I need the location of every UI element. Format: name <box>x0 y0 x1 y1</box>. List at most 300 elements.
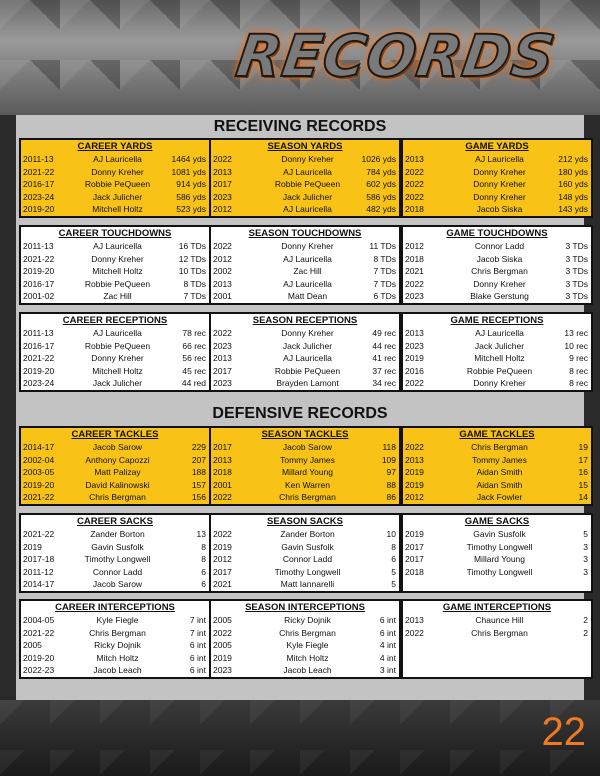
record-player: Tommy James <box>472 454 527 465</box>
record-player: Ricky Dojnik <box>284 615 331 625</box>
record-player: Brayden Lamont <box>276 378 339 389</box>
record-year: 2013 <box>405 154 424 164</box>
record-value: 11 TDs <box>369 241 396 251</box>
record-year: 2012 <box>405 241 424 251</box>
record-row <box>21 290 209 303</box>
game-tackles-box <box>401 426 593 506</box>
record-value: 8 <box>201 554 206 565</box>
record-year: 2019 <box>405 529 424 539</box>
record-value: 212 yds <box>558 154 588 164</box>
record-row <box>21 652 209 665</box>
record-player: Jacob Siska <box>476 204 523 215</box>
box-title: SEASON TACKLES <box>261 429 349 440</box>
record-row <box>21 327 209 340</box>
record-value: 13 <box>196 529 206 539</box>
box-title: CAREER SACKS <box>76 516 153 527</box>
record-year: 2022 <box>213 492 232 503</box>
record-year: 2021-22 <box>23 492 55 503</box>
record-row <box>211 639 399 652</box>
record-row <box>403 191 591 204</box>
record-row <box>21 664 209 677</box>
record-year <box>403 639 455 652</box>
record-player: Mitchell Holtz <box>474 353 525 364</box>
game-interceptions-box <box>401 599 593 679</box>
record-value: 37 rec <box>372 365 396 376</box>
record-player: Robbie PeQueen <box>84 179 151 190</box>
record-row <box>403 441 591 454</box>
record-value: 8 rec <box>569 365 588 376</box>
record-player: Jack Julicher <box>92 378 143 389</box>
record-value: 44 rec <box>372 340 396 351</box>
record-row <box>403 652 591 665</box>
record-year: 2011-13 <box>23 154 54 164</box>
record-row <box>211 664 399 677</box>
box-title: GAME TACKLES <box>459 429 535 440</box>
record-player: Robbie PeQueen <box>274 179 341 190</box>
record-year: 2003-05 <box>23 467 55 478</box>
record-year: 2013 <box>405 615 424 625</box>
record-player: Robbie PeQueen <box>84 278 151 289</box>
record-player: Aidan Smith <box>476 479 523 490</box>
record-player: Mitchell Holtz <box>92 266 143 277</box>
record-value: 16 TDs <box>178 241 206 251</box>
season-touchdowns-box <box>209 225 401 305</box>
record-row <box>211 166 399 179</box>
record-year: 2021-22 <box>23 166 55 177</box>
box-title: SEASON SACKS <box>266 516 343 527</box>
record-player: Zander Borton <box>280 529 335 539</box>
box-title: SEASON YARDS <box>267 141 343 152</box>
record-value: 6 int <box>189 652 206 663</box>
career-tackles-box <box>19 426 211 506</box>
record-player: David Kalinowski <box>85 479 150 490</box>
record-value: 86 <box>386 492 396 503</box>
record-player: Robbie PeQueen <box>274 365 341 376</box>
record-player: Connor Ladd <box>92 566 143 577</box>
record-value: 1464 yds <box>171 154 206 164</box>
record-row <box>403 639 591 652</box>
record-player: Donny Kreher <box>473 179 526 190</box>
record-row <box>21 553 209 566</box>
record-player: Jacob Leach <box>283 665 332 676</box>
record-row <box>21 627 209 640</box>
record-year: 2023 <box>405 340 424 351</box>
record-value: 3 TDs <box>565 278 588 289</box>
record-player: AJ Lauricella <box>93 154 142 164</box>
record-player: Connor Ladd <box>282 554 333 565</box>
record-row <box>403 166 591 179</box>
record-row <box>21 614 209 627</box>
record-year: 2012 <box>213 554 232 565</box>
record-player: Chris Bergman <box>471 627 528 638</box>
record-year: 2022 <box>213 241 232 251</box>
record-value: 3 TDs <box>565 253 588 264</box>
record-value: 10 <box>386 529 396 539</box>
record-value: 6 <box>391 554 396 565</box>
record-player: Tommy James <box>280 454 335 465</box>
record-player: Anthony Capozzi <box>85 454 150 465</box>
record-year: 2013 <box>213 454 232 465</box>
record-year: 2005 <box>213 615 232 625</box>
record-year: 2014-17 <box>23 442 55 452</box>
record-year <box>403 652 455 665</box>
record-player: Gavin Susfolk <box>91 541 144 552</box>
record-row <box>403 466 591 479</box>
record-player: Donny Kreher <box>473 378 526 389</box>
record-year: 2014-17 <box>23 579 55 590</box>
record-value: 49 rec <box>372 328 396 338</box>
record-year: 2022 <box>405 442 424 452</box>
record-row <box>211 553 399 566</box>
record-value: 2 <box>583 627 588 638</box>
record-year: 2013 <box>213 278 232 289</box>
record-value: 602 yds <box>366 179 396 190</box>
record-row <box>21 153 209 166</box>
record-value: 148 yds <box>558 191 588 202</box>
record-year: 2023 <box>213 340 232 351</box>
record-row <box>211 578 399 591</box>
record-year: 2017 <box>405 554 424 565</box>
record-row <box>403 454 591 467</box>
record-value: 17 <box>578 454 588 465</box>
record-year: 2022 <box>213 627 232 638</box>
record-value: 7 TDs <box>373 278 396 289</box>
record-row <box>21 566 209 579</box>
record-player: Zac Hill <box>103 291 132 302</box>
record-row <box>211 290 399 303</box>
record-row <box>403 178 591 191</box>
box-title: GAME SACKS <box>464 516 530 527</box>
record-player: Chris Bergman <box>89 492 146 503</box>
record-year: 2012 <box>405 492 424 503</box>
record-player: Mitchell Holtz <box>92 365 143 376</box>
record-player: Donny Kreher <box>91 253 144 264</box>
record-row <box>403 278 591 291</box>
record-value: 10 rec <box>564 340 588 351</box>
record-row <box>21 191 209 204</box>
receiving-records-heading: RECEIVING RECORDS <box>213 118 387 135</box>
record-value: 3 TDs <box>565 241 588 251</box>
record-row <box>211 566 399 579</box>
record-player: Jacob Sarow <box>92 579 143 590</box>
record-year: 2019 <box>405 479 424 490</box>
record-year: 2013 <box>405 454 424 465</box>
record-value: 8 TDs <box>183 278 206 289</box>
record-year: 2019 <box>23 541 42 552</box>
record-value: 19 <box>578 442 588 452</box>
record-value: 8 rec <box>569 378 588 389</box>
record-year: 2021-22 <box>23 529 55 539</box>
game-receptions-box <box>401 312 593 392</box>
record-year: 2002 <box>213 266 232 277</box>
record-row <box>403 290 591 303</box>
record-row <box>211 253 399 266</box>
record-value: 45 rec <box>182 365 206 376</box>
record-value: 5 <box>391 566 396 577</box>
record-year: 2017 <box>213 179 232 190</box>
record-year: 2019 <box>405 467 424 478</box>
record-year: 2016-17 <box>23 278 55 289</box>
record-player: Jack Julicher <box>282 340 333 351</box>
record-value: 523 yds <box>176 204 206 215</box>
record-player: Robbie PeQueen <box>84 340 151 351</box>
game-sacks-box <box>401 513 593 593</box>
record-player: Mitch Holtz <box>96 652 139 663</box>
record-row <box>211 240 399 253</box>
record-year: 2016-17 <box>23 179 55 190</box>
record-player: Timothy Longwell <box>84 554 151 565</box>
record-value: 1081 yds <box>171 166 206 177</box>
record-year: 2019 <box>405 353 424 364</box>
record-year: 2005 <box>213 640 232 651</box>
record-year: 2017 <box>405 541 424 552</box>
record-row <box>211 441 399 454</box>
record-year: 2023 <box>213 378 232 389</box>
record-value: 56 rec <box>182 353 206 364</box>
record-year: 2022-23 <box>23 665 55 676</box>
record-row <box>211 377 399 390</box>
record-player: Robbie PeQueen <box>466 365 533 376</box>
record-value: 3 <box>583 554 588 565</box>
record-value: 97 <box>386 467 396 478</box>
career-yards-box <box>19 138 211 218</box>
record-player: Jacob Leach <box>93 665 142 676</box>
box-title: SEASON INTERCEPTIONS <box>245 602 365 613</box>
record-value: 34 rec <box>372 378 396 389</box>
record-year: 2019-20 <box>23 266 55 277</box>
record-player: AJ Lauricella <box>283 253 332 264</box>
record-value: 6 int <box>379 615 396 625</box>
career-receptions-box <box>19 312 211 392</box>
record-value <box>544 578 591 591</box>
game-yards-box <box>401 138 593 218</box>
record-player: Aidan Smith <box>476 467 523 478</box>
record-player: Kyle Fiegle <box>96 615 139 625</box>
record-row <box>403 578 591 591</box>
record-value: 10 TDs <box>178 266 206 277</box>
record-row <box>211 491 399 504</box>
record-year: 2013 <box>213 353 232 364</box>
record-row <box>403 528 591 541</box>
record-player: Zander Borton <box>90 529 145 539</box>
record-value: 188 <box>191 467 206 478</box>
record-row <box>403 627 591 640</box>
record-value: 44 red <box>181 378 206 389</box>
record-player: Millard Young <box>281 467 334 478</box>
record-value: 4 int <box>379 652 396 663</box>
record-row <box>403 377 591 390</box>
record-row <box>211 614 399 627</box>
season-interceptions-box <box>209 599 401 679</box>
record-year: 2022 <box>405 166 424 177</box>
record-value: 482 yds <box>366 204 396 215</box>
record-year: 2019-20 <box>23 204 55 215</box>
record-player: Millard Young <box>473 554 526 565</box>
record-year: 2022 <box>213 529 232 539</box>
box-title: GAME TOUCHDOWNS <box>446 228 548 239</box>
record-player: Chris Bergman <box>279 492 336 503</box>
record-player: AJ Lauricella <box>283 278 332 289</box>
record-row <box>403 365 591 378</box>
record-row <box>21 178 209 191</box>
record-player <box>455 652 544 665</box>
record-row <box>403 479 591 492</box>
record-player: Gavin Susfolk <box>473 529 526 539</box>
record-value: 14 <box>578 492 588 503</box>
record-value: 586 yds <box>366 191 396 202</box>
record-row <box>21 578 209 591</box>
record-year: 2012 <box>213 204 232 215</box>
record-row <box>403 153 591 166</box>
record-value: 3 <box>583 541 588 552</box>
record-value: 8 <box>201 541 206 552</box>
record-value: 6 TDs <box>373 291 396 302</box>
record-value: 5 <box>391 579 396 590</box>
record-value: 914 yds <box>176 179 206 190</box>
record-year: 2023 <box>405 291 424 302</box>
record-value <box>544 664 591 677</box>
record-year: 2022 <box>405 179 424 190</box>
record-player: Chris Bergman <box>89 627 146 638</box>
record-value: 4 int <box>379 640 396 651</box>
record-value <box>544 652 591 665</box>
record-player: Timothy Longwell <box>274 566 341 577</box>
record-row <box>21 265 209 278</box>
record-row <box>211 466 399 479</box>
record-row <box>21 240 209 253</box>
record-player: Jacob Sarow <box>92 442 143 452</box>
record-value: 156 <box>191 492 206 503</box>
record-player <box>455 639 544 652</box>
record-year: 2022 <box>405 627 424 638</box>
record-row <box>21 203 209 216</box>
record-year: 2023 <box>213 665 232 676</box>
record-player: Jack Julicher <box>92 191 143 202</box>
record-year: 2013 <box>213 166 232 177</box>
record-year: 2017 <box>213 442 232 452</box>
record-player: Gavin Susfolk <box>281 541 334 552</box>
record-row <box>21 528 209 541</box>
record-year: 2001 <box>213 479 232 490</box>
record-value: 6 int <box>189 640 206 651</box>
record-row <box>21 365 209 378</box>
box-title: GAME INTERCEPTIONS <box>442 602 552 613</box>
record-value: 5 <box>583 529 588 539</box>
box-title: CAREER YARDS <box>77 141 153 152</box>
record-value: 229 <box>191 442 206 452</box>
record-value: 6 <box>201 579 206 590</box>
record-year: 2022 <box>405 278 424 289</box>
record-value: 16 <box>578 467 588 478</box>
record-value: 41 rec <box>372 353 396 364</box>
record-player: Chaunce Hill <box>475 615 524 625</box>
record-row <box>211 327 399 340</box>
record-player: Donny Kreher <box>473 191 526 202</box>
record-row <box>21 541 209 554</box>
record-value: 6 <box>201 566 206 577</box>
record-year: 2018 <box>405 253 424 264</box>
record-value: 7 TDs <box>373 266 396 277</box>
record-player: AJ Lauricella <box>93 328 142 338</box>
record-year: 2021-22 <box>23 627 55 638</box>
record-row <box>403 614 591 627</box>
record-player: Matt Dean <box>287 291 328 302</box>
record-value: 118 <box>382 442 396 452</box>
record-year: 2018 <box>405 566 424 577</box>
record-value: 78 rec <box>182 328 206 338</box>
game-touchdowns-box <box>401 225 593 305</box>
record-year: 2001 <box>213 291 232 302</box>
record-player: AJ Lauricella <box>475 154 524 164</box>
record-year: 2001-02 <box>23 291 55 302</box>
season-yards-box <box>209 138 401 218</box>
record-value: 7 int <box>189 615 206 625</box>
record-year: 2023 <box>213 191 232 202</box>
record-player: AJ Lauricella <box>283 166 332 177</box>
record-year: 2017-18 <box>23 554 55 565</box>
record-row <box>211 178 399 191</box>
season-tackles-box <box>209 426 401 506</box>
record-value: 88 <box>386 479 396 490</box>
record-player: AJ Lauricella <box>475 328 524 338</box>
record-value: 586 yds <box>176 191 206 202</box>
record-player: Donny Kreher <box>281 154 334 164</box>
record-row <box>403 327 591 340</box>
record-player: Donny Kreher <box>91 166 144 177</box>
record-value: 8 TDs <box>373 253 396 264</box>
record-year: 2012 <box>213 253 232 264</box>
record-player: Jack Julicher <box>474 340 525 351</box>
records-wordmark: RECORDS <box>232 22 560 90</box>
record-player: Ricky Dojnik <box>94 640 141 651</box>
career-interceptions-box <box>19 599 211 679</box>
record-player: Jacob Sarow <box>282 442 333 452</box>
record-player: Chris Bergman <box>279 627 336 638</box>
record-player: Matt Iannarelli <box>280 579 335 590</box>
record-year: 2021 <box>213 579 232 590</box>
record-row <box>403 340 591 353</box>
record-row <box>211 541 399 554</box>
record-value: 3 <box>583 566 588 577</box>
page-footer <box>0 700 600 776</box>
record-player: Connor Ladd <box>474 241 525 251</box>
box-title: SEASON TOUCHDOWNS <box>248 228 362 239</box>
record-value: 3 TDs <box>565 266 588 277</box>
record-year: 2019 <box>213 541 232 552</box>
record-value: 7 TDs <box>183 291 206 302</box>
record-year: 2021-22 <box>23 353 55 364</box>
record-row <box>211 203 399 216</box>
record-year: 2019-20 <box>23 479 55 490</box>
season-sacks-box <box>209 513 401 593</box>
record-row <box>21 441 209 454</box>
record-year: 2019-20 <box>23 365 55 376</box>
record-row <box>211 652 399 665</box>
record-year: 2018 <box>213 467 232 478</box>
record-year: 2011-13 <box>23 328 54 338</box>
record-value <box>544 639 591 652</box>
record-player: Donny Kreher <box>473 278 526 289</box>
career-sacks-box <box>19 513 211 593</box>
record-row <box>403 203 591 216</box>
record-player: Timothy Longwell <box>466 541 533 552</box>
record-value: 784 yds <box>366 166 396 177</box>
record-year: 2022 <box>213 328 232 338</box>
record-row <box>403 664 591 677</box>
record-year: 2017 <box>213 365 232 376</box>
record-year: 2023-24 <box>23 378 55 389</box>
box-title: CAREER TOUCHDOWNS <box>58 228 172 239</box>
